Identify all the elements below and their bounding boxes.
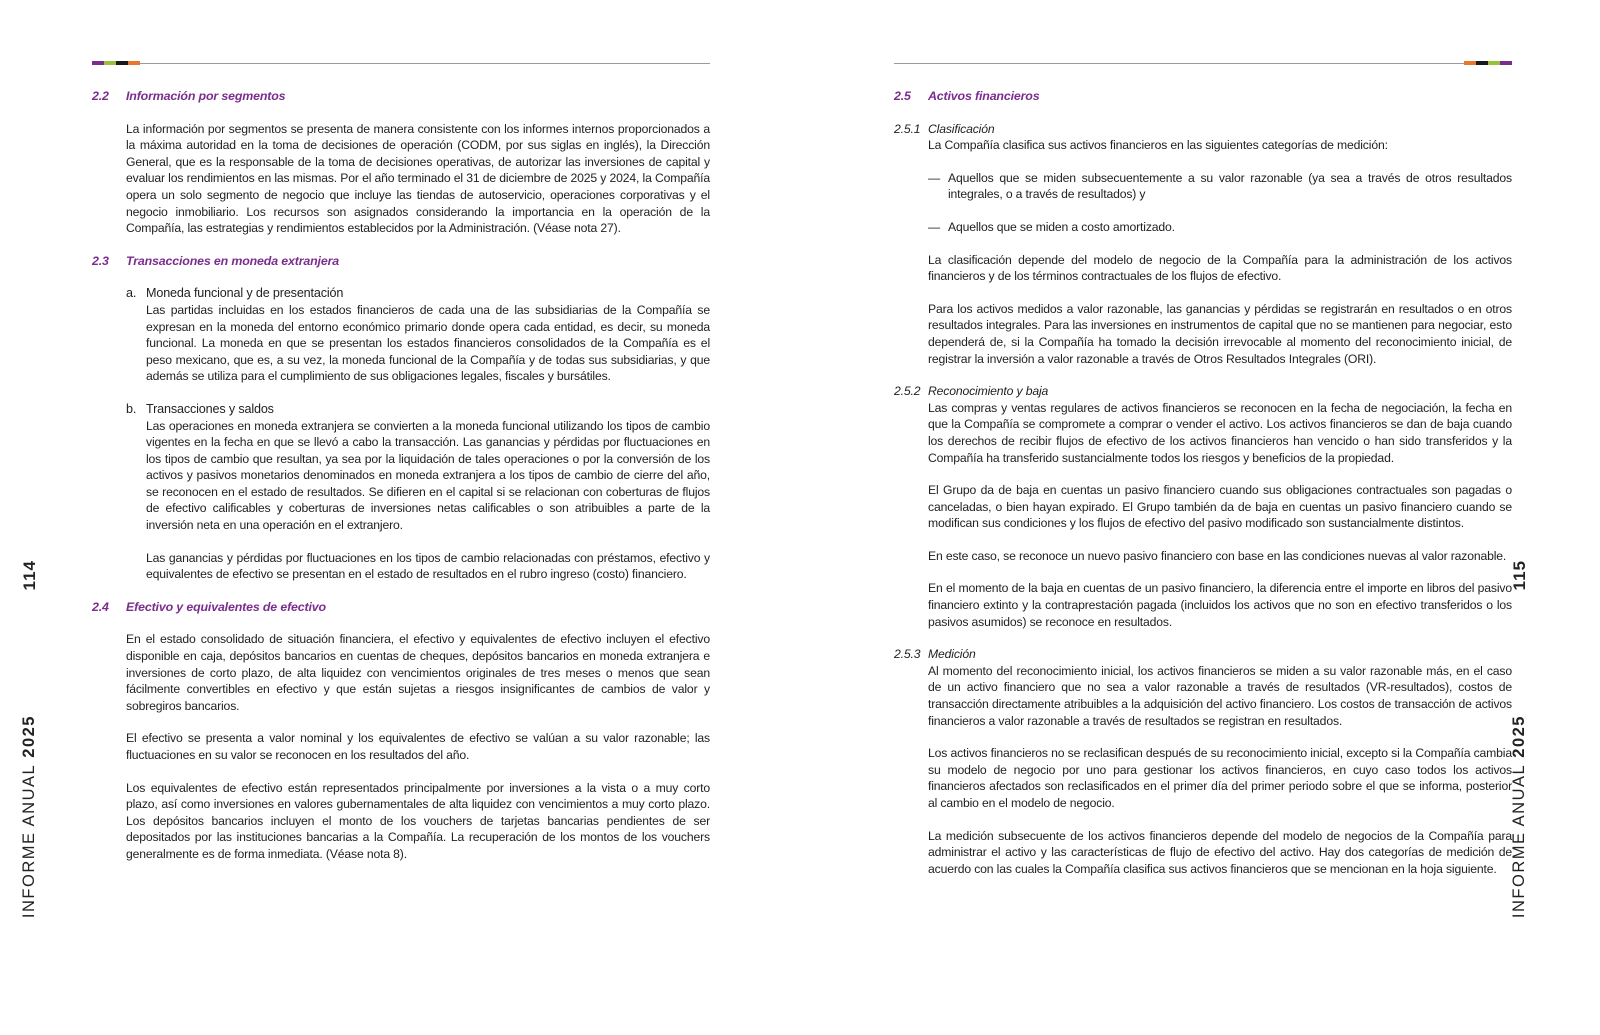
paragraph: La medición subsecuente de los activos financieros depende del modelo de negocios de la Compañía para administrar el activo y las características de flujo de efectivo del activo. Hay dos categorías de medición de acuerdo con las cuales la Compañía clasifica sus activos financieros que se mencionan en la hoja siguiente. [928,828,1512,876]
running-title: INFORME ANUAL 2025 [20,715,38,919]
color-swatch [1464,61,1476,65]
left-side-margin [20,0,60,1035]
list-item: — Aquellos que se miden subsecuentemente a su valor razonable (ya sea a través de otros resultados integrales, o a través de resultados) y [928,170,1512,202]
subsection-heading-2-5-1: 2.5.1 Clasificación [894,121,995,136]
right-side-margin [1510,0,1550,1035]
color-swatch [1476,61,1488,65]
header-rule [92,63,710,64]
left-content [92,88,710,879]
page-number: 115 [1510,560,1529,591]
header-rule [894,63,1512,64]
subsection-title: a. Moneda funcional y de presentación [126,286,344,301]
section-heading-2-2: 2.2 Información por segmentos [92,89,286,103]
paragraph: Para los activos medidos a valor razonable, las ganancias y pérdidas se registrarán en resultados o en otros resultados integrales. Para las inversiones en instrumentos de capital que no se mantienen para negociar, esto dependerá de, si la Compañía ha tomado la decisión irrevocable al momento del reconocimiento inicial, de registrar la inversión a valor razonable a través de Otros Resultados Integrales (ORI). [928,301,1512,366]
paragraph: El efectivo se presenta a valor nominal y los equivalentes de efectivo se valúan a su valor razonable; las fluctuaciones en su valor se reconocen en los resultados del año. [126,731,710,762]
paragraph: Los equivalentes de efectivo están representados principalmente por inversiones a la vista o a muy corto plazo, así como inversiones en valores gubernamentales de alta liquidez con vencimientos a muy corto plazo. Los depósitos bancarios incluyen el monto de los vouchers de tarjetas bancarias pendientes de ser depositados por las instituciones bancarias a la Compañía. La recuperación de los montos de los vouchers generalmente es de forma inmediata. (Véase nota 8). [126,780,710,861]
paragraph: Las compras y ventas regulares de activos financieros se reconocen en la fecha de negociación, la fecha en que la Compañía se compromete a comprar o vender el activo. Los activos financieros se dan de baja cuando los derechos de recibir flujos de efectivo de los activos financieros han vencido o han sido transferidos y la Compañía ha transferido sustancialmente todos los riesgos y beneficios de la propiedad. [928,400,1512,465]
page-number: 114 [20,560,39,591]
dash-bullet: — [928,170,941,185]
paragraph: Los activos financieros no se reclasifican después de su reconocimiento inicial, excepto si la Compañía cambia su modelo de negocio por uno para gestionar los activos financieros, en cuyo caso todos los activos financieros afectados son reclasificados en el primer día del primer periodo sobre el que se informa, posterior al cambio en el modelo de negocio. [928,746,1512,810]
color-swatch [92,61,104,65]
paragraph: Las operaciones en moneda extranjera se convierten a la moneda funcional utilizando los tipos de cambio vigentes en la fecha en que se llevó a cabo la transacción. Las ganancias y pérdidas por fluctuaciones en los tipos de cambio que resultan, ya sea por la liquidación de tales operaciones o por la conversión de los activos y pasivos monetarios denominados en moneda extranjera a los tipos de cambio de cierre del año, se reconocen en el estado de resultados. Se difieren en el capital si se relacionan con coberturas de flujos de efectivo calificables y coberturas de inversiones netas calificables o son atribuibles a parte de la inversión neta en una operación en el extranjero. [146,418,710,533]
paragraph: En el estado consolidado de situación financiera, el efectivo y equivalentes de efectivo incluyen el efectivo disponible en caja, depósitos bancarios en cuentas de cheques, depósitos bancarios en moneda extranjera e inversiones de corto plazo, de alta liquidez con vencimientos originales de tres meses o menos que sean fácilmente convertibles en efectivo y que están sujetas a riesgos insignificantes de cambios de valor y sobregiros bancarios. [126,632,710,713]
paragraph: La información por segmentos se presenta de manera consistente con los informes internos proporcionados a la máxima autoridad en la toma de decisiones de operación (CODM, por sus siglas en inglés), la Dirección General, que es la responsable de la toma de decisiones operativas, de autorizar las inversiones de capital y evaluar los rendimientos en las mismas. Por el año terminado el 31 de diciembre de 2025 y 2024, la Compañía opera un solo segmento de negocio que incluye las tiendas de autoservicio, operaciones corporativas y el negocio inmobiliario. Los recursos son asignados considerando la importancia en la operación de la Compañía, las estrategias y rendimientos establecidos por la Administración. (Véase nota 27). [126,121,710,236]
color-swatch [128,61,140,65]
paragraph: El Grupo da de baja en cuentas un pasivo financiero cuando sus obligaciones contractuales son pagadas o canceladas, o bien hayan expirado. El Grupo también da de baja en cuentas un pasivo financiero cuando se modifican sus condiciones y los flujos de efectivo del pasivo modificado son sustancialmente distintos. [928,483,1512,531]
section-heading-2-3: 2.3 Transacciones en moneda extranjera [92,253,339,268]
running-title: INFORME ANUAL 2025 [1510,715,1528,919]
color-swatch [116,61,128,65]
color-swatch [1488,61,1500,65]
subsection-heading-2-5-3: 2.5.3 Medición [894,647,976,662]
color-swatch [104,61,116,65]
subsection-b [126,401,710,583]
paragraph: La Compañía clasifica sus activos financieros en las siguientes categorías de medición: [928,138,1388,153]
section-heading-2-4: 2.4 Efectivo y equivalentes de efectivo [92,599,326,614]
subsection-heading-2-5-2: 2.5.2 Reconocimiento y baja [894,384,1049,399]
paragraph: Las partidas incluidas en los estados financieros de cada una de las subsidiarias de la Compañía se expresan en la moneda del entorno económico primario donde opera cada entidad, es decir, su moneda funcional. La moneda en que se presentan los estados financieros consolidados de la Compañía es el peso mexicano, que es, a su vez, la moneda funcional de la Compañía y de todas sus subsidiarias, y que además se utiliza para el cumplimiento de sus obligaciones legales, fiscales y bursátiles. [146,302,710,384]
list-item: — Aquellos que se miden a costo amortizado. [928,219,1175,234]
dash-bullet: — [928,219,941,234]
paragraph: En este caso, se reconoce un nuevo pasivo financiero con base en las condiciones nuevas al valor razonable. [928,548,1507,563]
right-page [800,0,1600,1035]
subsection-a [126,285,710,385]
paragraph: Las ganancias y pérdidas por fluctuaciones en los tipos de cambio relacionadas con préstamos, efectivo y equivalentes de efectivo se presentan en el estado de resultados en el rubro ingreso (costo) financiero. [146,550,710,582]
paragraph: La clasificación depende del modelo de negocio de la Compañía para la administración de los activos financieros y de los términos contractuales de los flujos de efectivo. [928,252,1512,284]
color-bar-decoration [92,61,140,65]
paragraph: Al momento del reconocimiento inicial, los activos financieros se miden a su valor razonable más, en el caso de un activo financiero que no sea a valor razonable a través de resultados (VR-resultados), costos de transacción directamente atribuibles a la adquisición del activo financiero. Los costos de transacción de activos financieros a valor razonable a través de resultados se registran en resultados. [928,663,1512,728]
subsection-title: b. Transacciones y saldos [126,401,274,416]
color-bar-decoration [1464,61,1512,65]
paragraph: En el momento de la baja en cuentas de un pasivo financiero, la diferencia entre el importe en libros del pasivo financiero extinto y la contraprestación pagada (incluidos los activos que no son en efectivo transferidos o los pasivos asumidos) se reconoce en resultados. [928,581,1512,629]
section-heading-2-5: 2.5 Activos financieros [894,89,1040,103]
right-content [894,88,1512,893]
